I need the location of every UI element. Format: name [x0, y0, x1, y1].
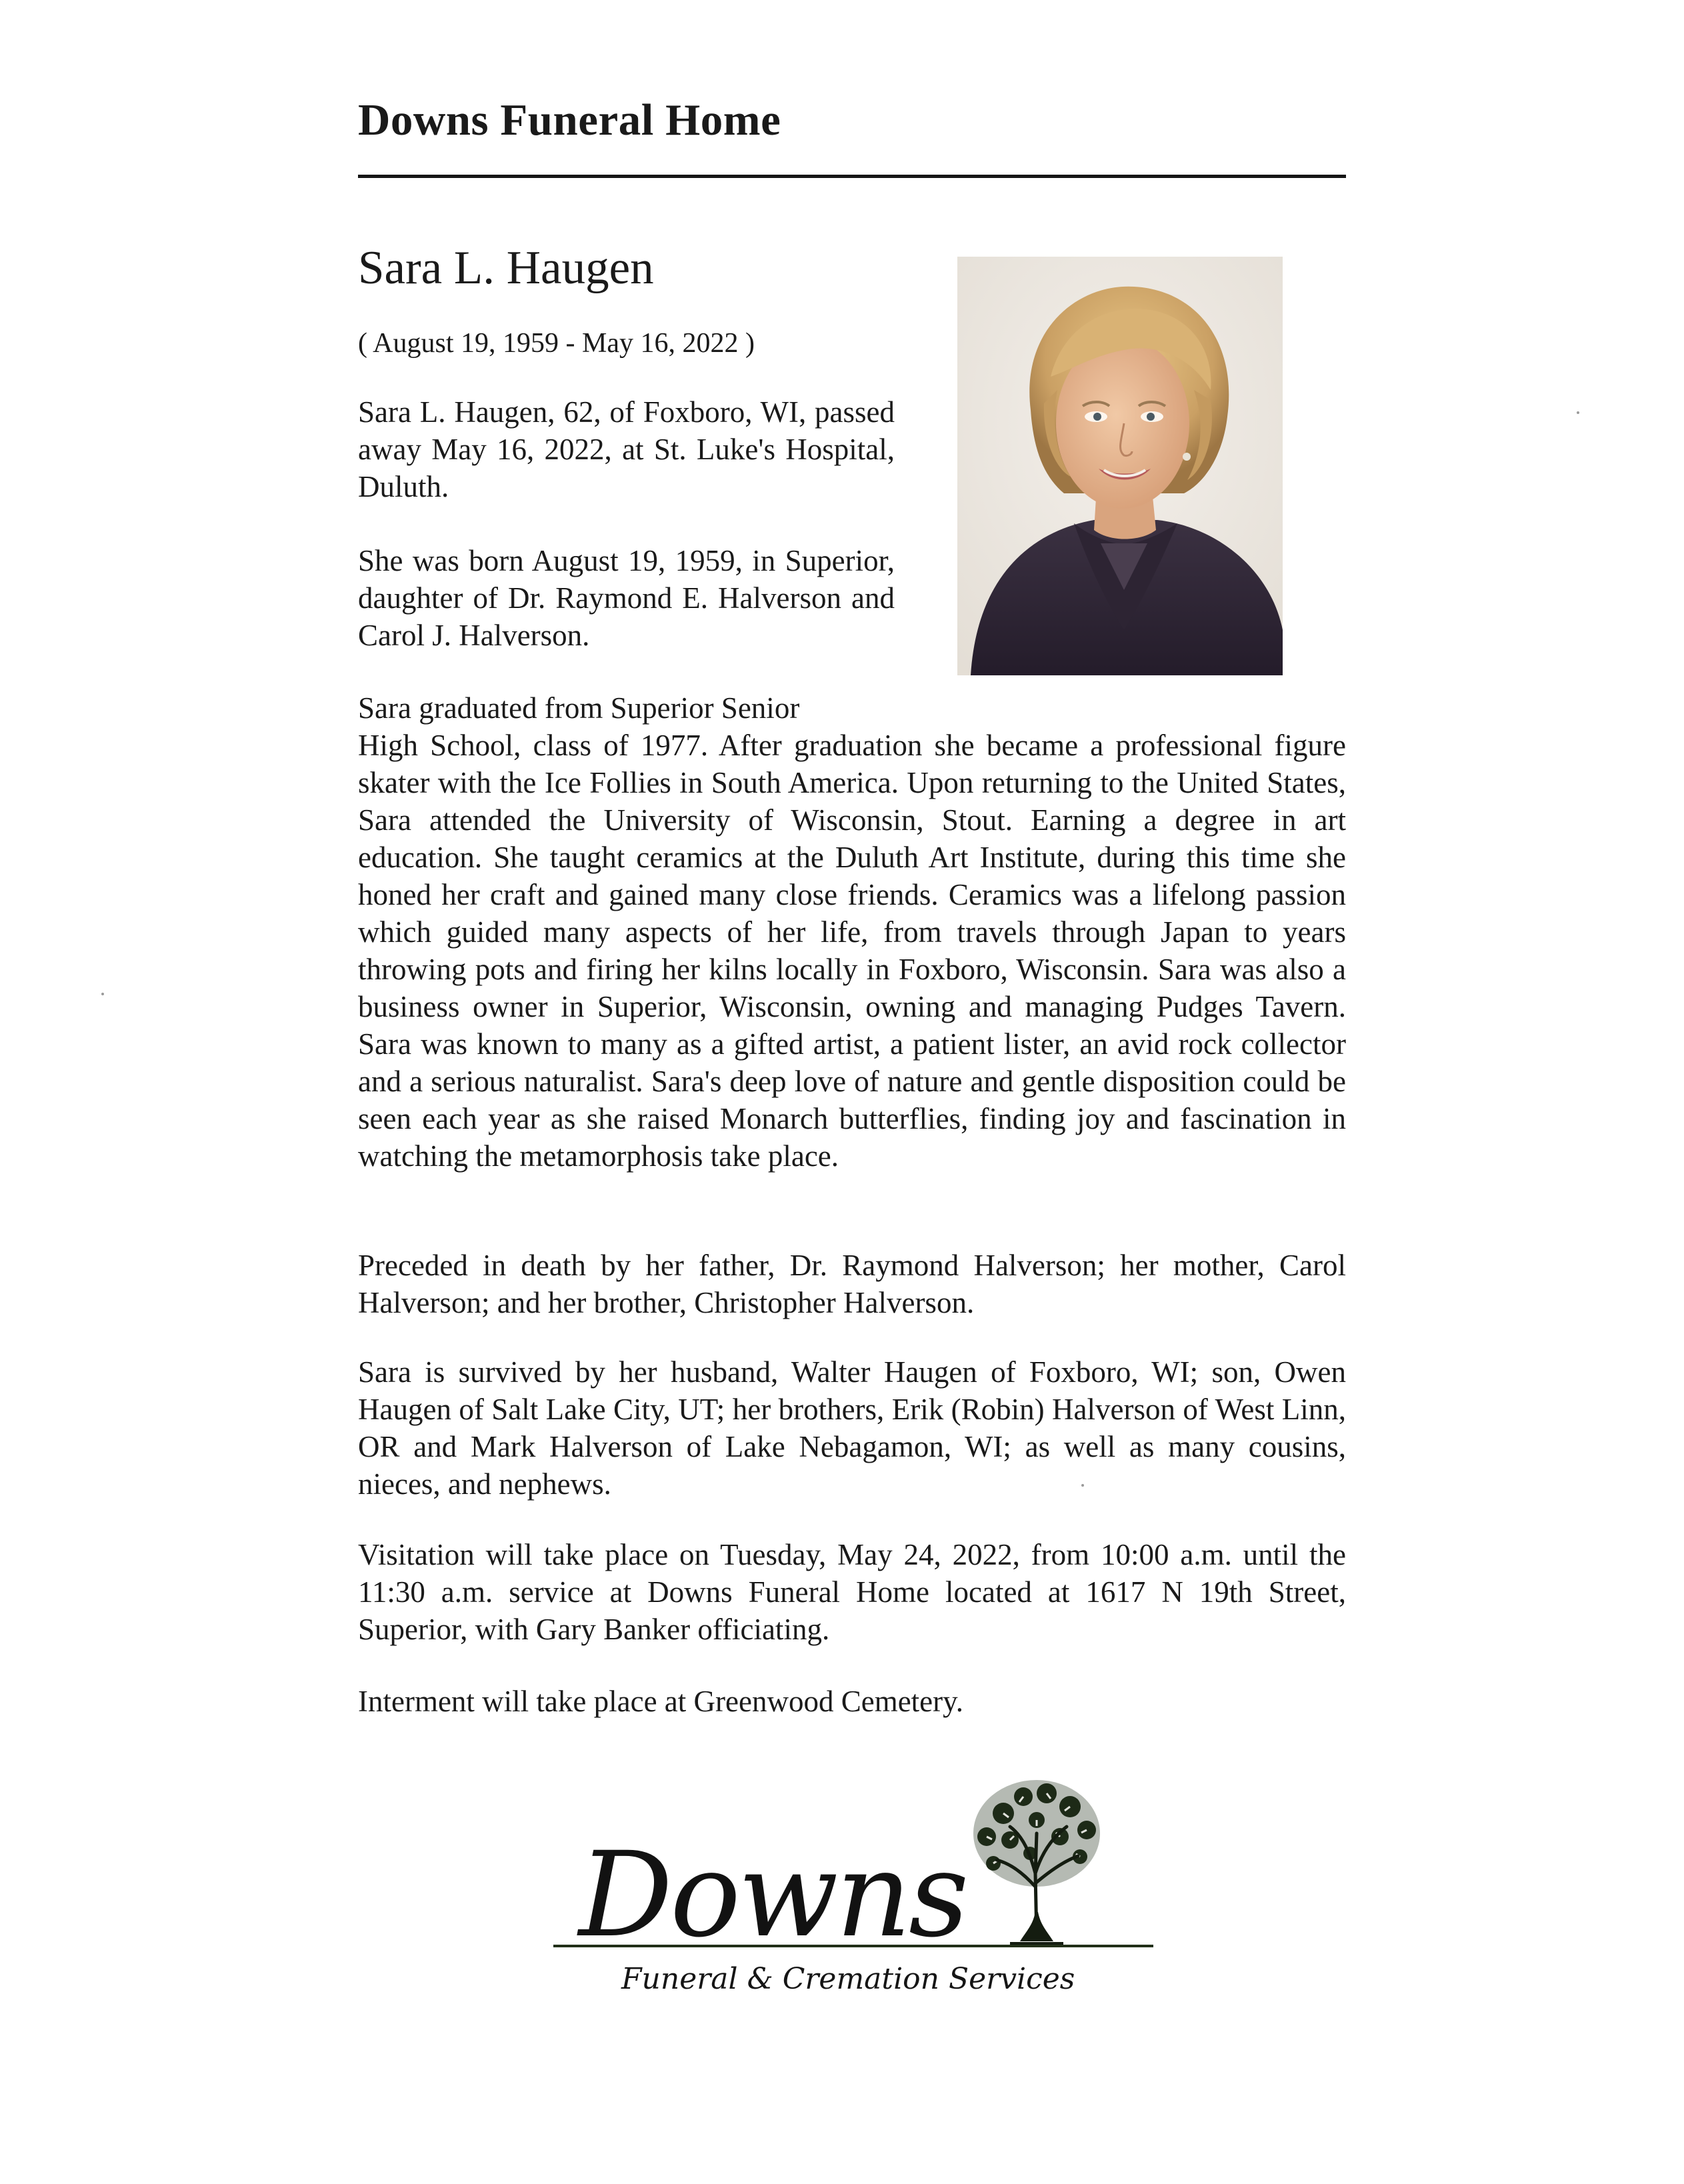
obituary-paragraph-birth: She was born August 19, 1959, in Superior, daughter of Dr. Raymond E. Halverson and Carol J. Halverson.	[358, 544, 895, 652]
obituary-paragraph-intro: Sara L. Haugen, 62, of Foxboro, WI, passed away May 16, 2022, at St. Luke's Hospital, Duluth.	[358, 395, 895, 503]
logo-divider	[553, 1945, 1153, 1947]
scan-speck	[101, 993, 104, 995]
scan-speck	[1577, 411, 1579, 414]
life-dates: ( August 19, 1959 - May 16, 2022 )	[358, 328, 755, 359]
deceased-name: Sara L. Haugen	[358, 242, 654, 294]
scan-speck	[1081, 1484, 1084, 1487]
logo-tagline: Funeral & Cremation Services	[621, 1962, 1075, 1996]
obituary-paragraph-preceded: Preceded in death by her father, Dr. Raymond Halverson; her mother, Carol Halverson; and her brother, Christopher Halverson.	[358, 1249, 1346, 1319]
logo-wordmark: Downs	[579, 1827, 967, 1963]
downs-logo	[547, 1773, 1160, 2013]
obituary-paragraph-education-start: Sara graduated from Superior Senior	[358, 691, 800, 725]
header-divider	[358, 175, 1346, 178]
obituary-paragraph-survived: Sara is survived by her husband, Walter Haugen of Foxboro, WI; son, Owen Haugen of Salt Lake City, UT; her brothers, Erik (Robin) Halverson of West Linn, OR and Mark Halverson of Lake Nebagamon, WI; as well as many cousins, nieces, and nephews.	[358, 1355, 1346, 1501]
portrait-photo	[957, 257, 1283, 675]
obituary-paragraph-visitation: Visitation will take place on Tuesday, May 24, 2022, from 10:00 a.m. until the 11:30 a.m. service at Downs Funeral Home located at 1617 N 19th Street, Superior, with Gary Banker officiating.	[358, 1538, 1346, 1646]
obituary-paragraph-biography: High School, class of 1977. After graduation she became a professional figure skater with the Ice Follies in South America. Upon returning to the United States, Sara attended the University of Wisconsin, Stout. Earning a degree in art education. She taught ceramics at the Duluth Art Institute, during this time she honed her craft and gained many close friends. Ceramics was a lifelong passion which guided many aspects of her life, from travels through Japan to years throwing pots and firing her kilns locally in Foxboro, Wisconsin. Sara was also a business owner in Superior, Wisconsin, owning and managing Pudges Tavern. Sara was known to many as a gifted artist, a patient lister, an avid rock collector and a serious naturalist. Sara's deep love of nature and gentle disposition could be seen each year as she raised Monarch butterflies, finding joy and fascination in watching the metamorphosis take place.	[358, 729, 1346, 1173]
funeral-home-title: Downs Funeral Home	[358, 95, 781, 145]
tree-icon	[963, 1773, 1110, 1950]
obituary-paragraph-interment: Interment will take place at Greenwood Cemetery.	[358, 1685, 963, 1718]
